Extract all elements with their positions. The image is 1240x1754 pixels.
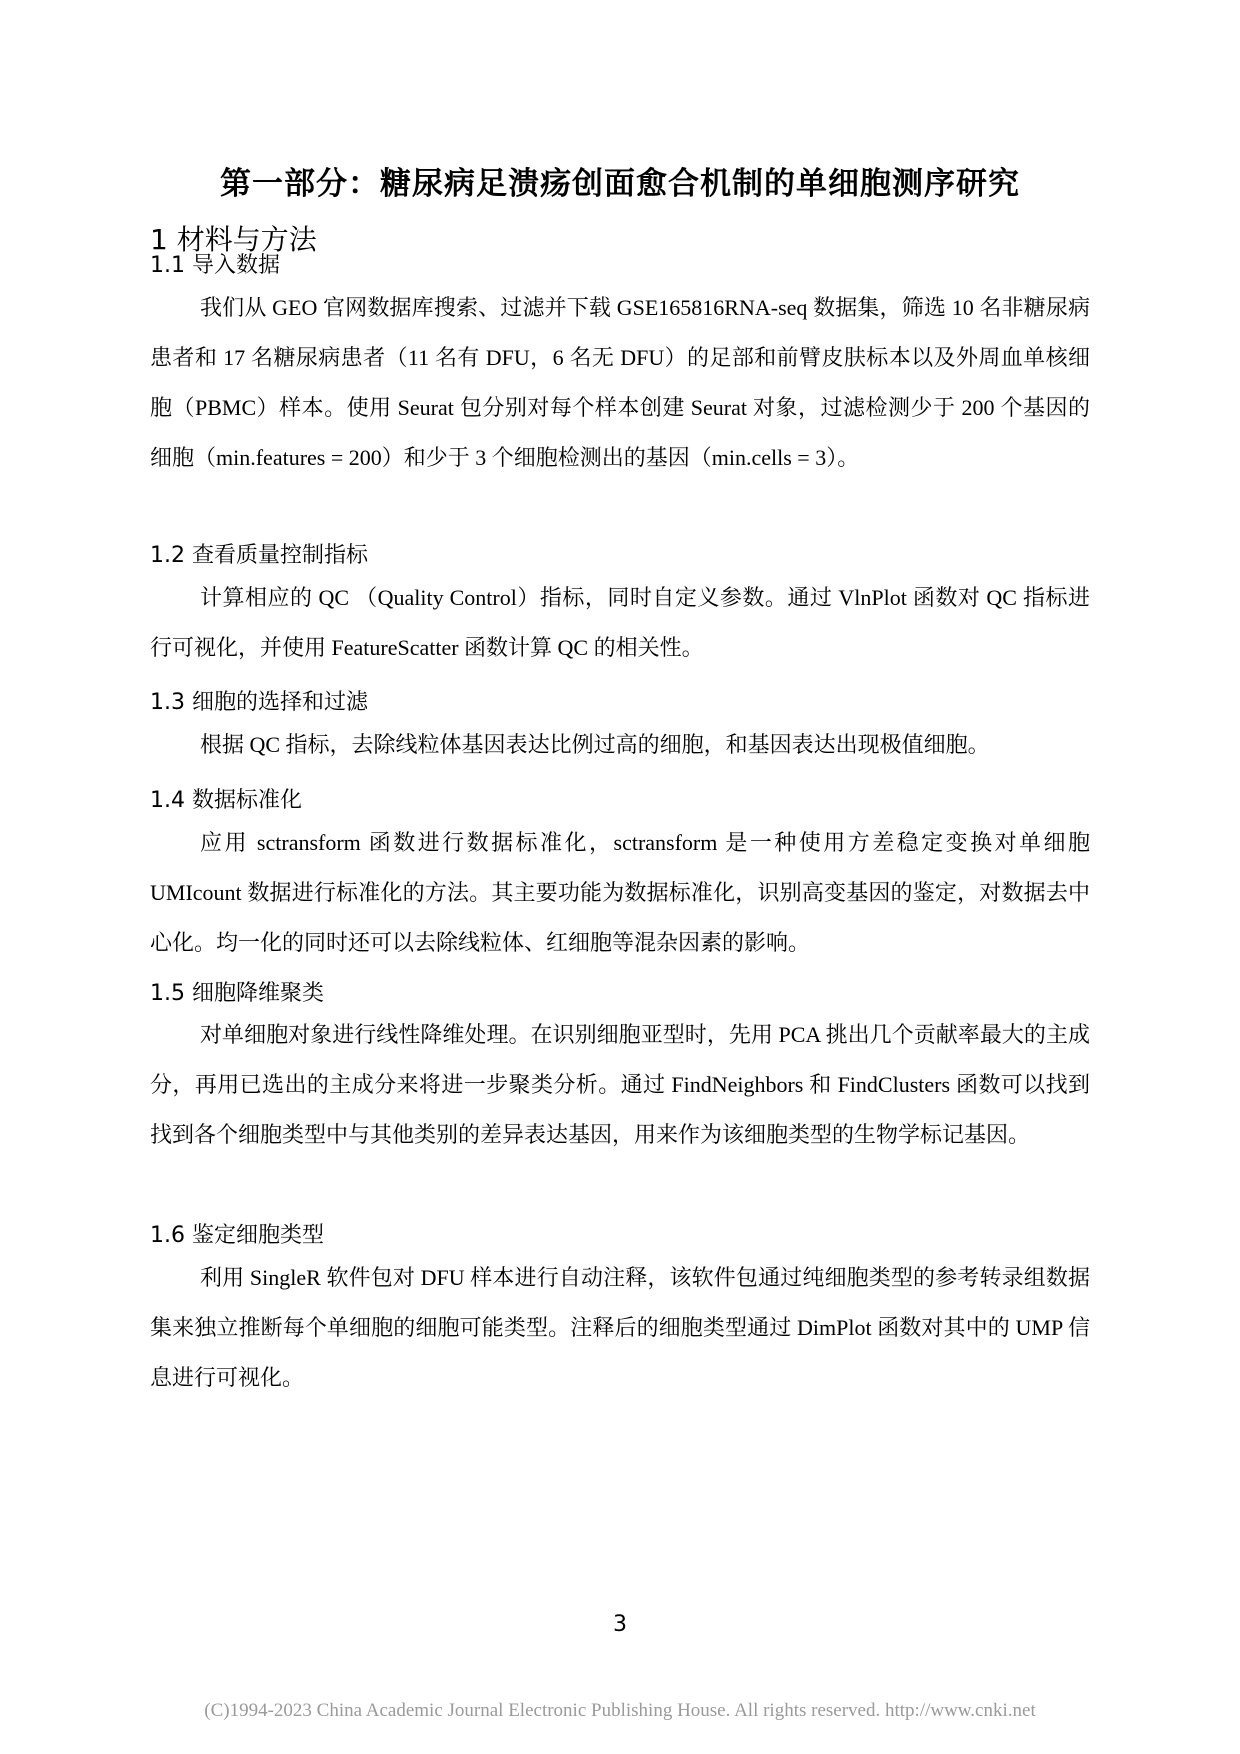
page-title: 第一部分：糖尿病足溃疡创面愈合机制的单细胞测序研究 [220, 166, 1020, 202]
subsection-heading: 1.4 数据标准化 [150, 788, 302, 813]
copyright-footer: (C)1994-2023 China Academic Journal Electronic Publishing House. All rights reserved. http://www.cnki.net [204, 1700, 1036, 1721]
subsection-heading: 1.6 鉴定细胞类型 [150, 1223, 324, 1248]
paragraph: 应用 sctransform 函数进行数据标准化，sctransform 是一种使用方差稳定变换对单细胞 UMIcount 数据进行标准化的方法。其主要功能为数据标准化，识别高变基因的鉴定，对数据去中心化。均一化的同时还可以去除线粒体、红细胞等混杂因素的影响。 [150, 830, 1090, 955]
paragraph: 对单细胞对象进行线性降维处理。在识别细胞亚型时，先用 PCA 挑出几个贡献率最大的主成分，再用已选出的主成分来将进一步聚类分析。通过 FindNeighbors 和 FindClusters 函数可以找到找到各个细胞类型中与其他类别的差异表达基因，用来作为该细胞类型的生物学标记基因。 [150, 1022, 1090, 1147]
subsection-heading: 1.2 查看质量控制指标 [150, 543, 368, 568]
paragraph: 计算相应的 QC （Quality Control）指标，同时自定义参数。通过 VlnPlot 函数对 QC 指标进行可视化，并使用 FeatureScatter 函数计算 QC 的相关性。 [150, 585, 1090, 660]
subsection-heading: 1.3 细胞的选择和过滤 [150, 690, 368, 715]
section-heading: 1 材料与方法 [150, 223, 317, 256]
subsection-heading: 1.1 导入数据 [150, 253, 280, 278]
paragraph: 利用 SingleR 软件包对 DFU 样本进行自动注释，该软件包通过纯细胞类型的参考转录组数据集来独立推断每个单细胞的细胞可能类型。注释后的细胞类型通过 DimPlot 函数对其中的 UMP 信息进行可视化。 [150, 1265, 1090, 1390]
paragraph: 我们从 GEO 官网数据库搜索、过滤并下载 GSE165816RNA-seq 数据集，筛选 10 名非糖尿病患者和 17 名糖尿病患者（11 名有 DFU，6 名无 DFU）的足部和前臂皮肤标本以及外周血单核细胞（PBMC）样本。使用 Seurat 包分别对每个样本创建 Seurat 对象，过滤检测少于 200 个基因的细胞（min.features = 200）和少于 3 个细胞检测出的基因（min.cells = 3）。 [150, 295, 1090, 470]
page-number: 3 [613, 1612, 627, 1637]
paragraph: 根据 QC 指标，去除线粒体基因表达比例过高的细胞，和基因表达出现极值细胞。 [200, 732, 990, 757]
subsection-heading: 1.5 细胞降维聚类 [150, 981, 324, 1006]
